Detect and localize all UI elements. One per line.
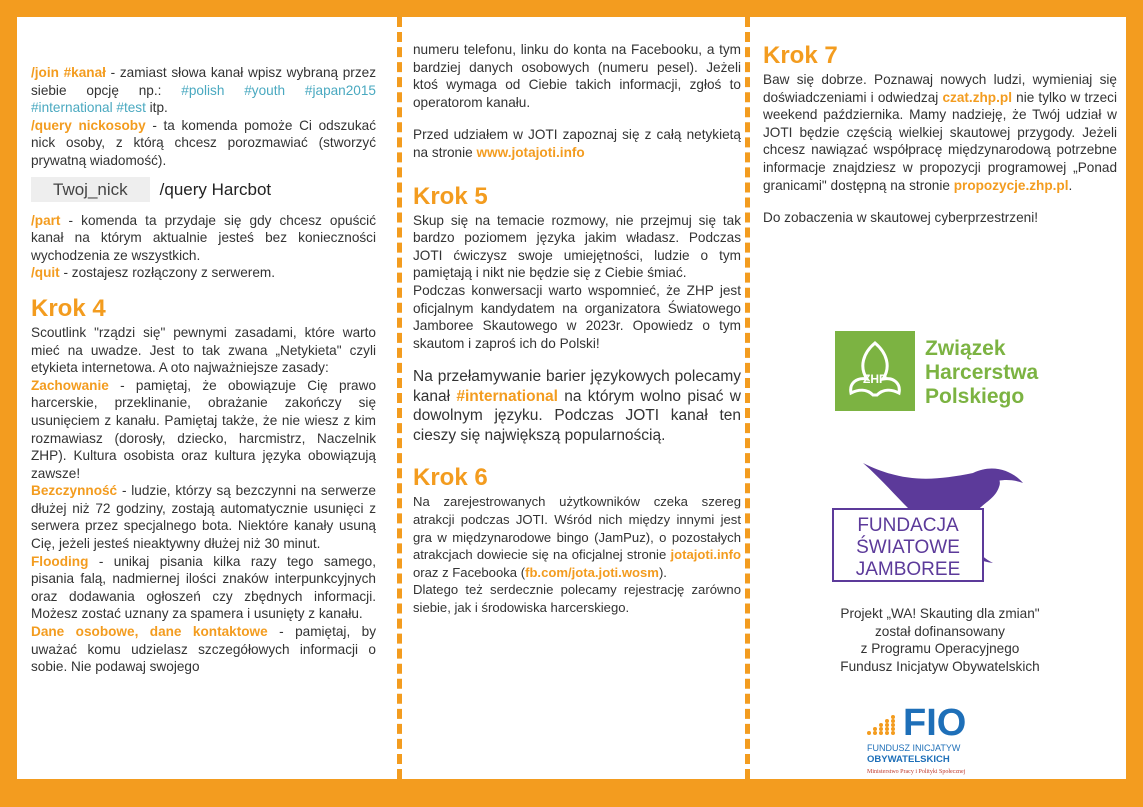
project-line-3: z Programu Operacyjnego	[860, 641, 1020, 657]
query-text: - ta komenda pomoże Ci odszukać nick osoby, z którą chcesz porozmawiać (stworzyć prywatną wiadomość).	[31, 117, 376, 168]
flooding-text: - unikaj pisania kilka razy tego samego, pisania falą, nadmiernej ilości znaków interpunkcyjnych oraz dodawania ogłoszeń czy zbędnych informacji. Możesz zostać uznany za spamera i usunięty z kanału.	[31, 553, 376, 622]
krok7-text-a: Baw się dobrze. Poznawaj nowych ludzi, wymieniaj się doświadczeniami i odwiedzaj	[763, 72, 1117, 105]
leaflet-sheet	[17, 17, 1126, 779]
krok5-text-2: Podczas konwersacji warto wspomnieć, że ZHP jest oficjalnym kandydatem na organizatora Światowego Jamboree Skautowego w 2023r. Opowiedz o tym skautom i zaproś ich do Polski!	[413, 282, 741, 351]
continued-text: numeru telefonu, linku do konta na Facebooku, a tym bardziej danych osobowych (numeru pesel). Jeżeli ktoś wymaga od Ciebie takich informacji, zgłoś to operatorom kanału.	[413, 42, 741, 110]
zachowanie-paragraph	[31, 377, 376, 483]
krok4-heading: Krok 4	[31, 294, 106, 322]
fio-title: FIO	[903, 702, 967, 744]
krok7-text-b: nie tylko w trzeci weekend października. Mamy nadzieję, że Twój udział w JOTI będzie częścią wielkiej skautowej przygody. Jeżeli chcesz nawiązać współpracę międzynarodową potrzebne informacje znajdziesz w propozycji programowej „Ponad granicami" dostępną na stronie	[763, 89, 1117, 193]
part-text: - komenda ta przydaje się gdy chcesz opuścić kanał na którym aktualnie jesteś bez konieczności wychodzenia ze wszystkich.	[31, 212, 376, 263]
dane-text: - pamiętaj, by uważać komu udzielasz szczegółowych informacji o sobie. Nie podawaj swojego	[31, 624, 377, 675]
join-examples: #polish #youth #japan2015 #international #test	[31, 82, 376, 116]
fsj-line-2: ŚWIATOWE	[856, 537, 960, 558]
part-paragraph	[31, 212, 376, 265]
krok5-heading: Krok 5	[413, 182, 488, 210]
zhp-line-2: Harcerstwa	[925, 361, 1039, 384]
svg-text:ZHP: ZHP	[863, 372, 887, 386]
propozycje-link[interactable]: propozycje.zhp.pl	[953, 177, 1069, 193]
krok6-text-c: ).	[658, 564, 667, 580]
fsj-line-3: JAMBOREE	[855, 559, 961, 580]
project-line-1: Projekt „WA! Skauting dla zmian"	[840, 606, 1040, 621]
bezczynnosc-label: Bezczynność	[31, 483, 118, 499]
join-command: /join #kanał	[31, 65, 106, 80]
join-paragraph	[31, 64, 376, 117]
krok7-text-c: .	[1068, 177, 1073, 193]
krok6-text-b: oraz z Facebooka (	[413, 564, 526, 580]
bezczynnosc-paragraph	[31, 482, 376, 552]
krok6-text-d: Dlatego też serdecznie polecamy rejestrację zarówno siebie, jak i środowiska harcerskiego.	[413, 582, 741, 615]
czat-link[interactable]: czat.zhp.pl	[942, 89, 1012, 105]
krok6-heading: Krok 6	[413, 464, 488, 492]
krok4-intro: Scoutlink "rządzi się" pewnymi zasadami, które warto mieć na uwadze. Jest to tak zwana „Netykieta" czyli etykieta internetowa. A oto najważniejsze zasady:	[31, 324, 376, 376]
fsj-line-1: FUNDACJA	[857, 515, 959, 536]
query-command: /query nickosoby	[31, 117, 146, 133]
flooding-paragraph	[31, 553, 376, 623]
column-divider	[745, 17, 750, 779]
facebook-link[interactable]: fb.com/jota.joti.wosm	[525, 564, 659, 580]
quit-paragraph	[31, 264, 376, 282]
krok6-text-a: Na zarejestrowanych użytkowników czeka szereg atrakcji podczas JOTI. Wśród nich między innymi jest gra w międzynarodowe bingo (JamPuz), o pozostałych atrakcjach dowiecie się na oficjalnej stronie	[413, 494, 741, 563]
column-2	[413, 41, 741, 779]
international-paragraph	[413, 367, 741, 445]
krok5-text-1: Skup się na temacie rozmowy, nie przejmuj się tak bardzo poziomem języka jakim władasz. Podczas JOTI ćwiczysz swoje umiejętności, ludzie o tym pamiętają i nikt nie będzie się z Ciebie śmiać.	[413, 212, 741, 281]
dane-paragraph	[31, 623, 376, 676]
project-info	[763, 605, 1117, 675]
query-paragraph	[31, 117, 376, 170]
quit-text: - zostajesz rozłączony z serwerem.	[59, 265, 275, 281]
column-1	[31, 64, 376, 779]
project-line-2: został dofinansowany	[875, 623, 1005, 639]
zachowanie-text: - pamiętaj, że obowiązuje Cię prawo harcerskie, przeklinanie, obrażanie zakończy się usunięciem z kanału. Pamiętaj także, że nie wiesz z kim rozmawiasz (dorosły, dziecko, harcmistrz, Naczelnik ZHP). Kultura osobista oraz kultura języka obowiązują zawsze!	[31, 377, 376, 481]
project-line-4: Fundusz Inicjatyw Obywatelskich	[840, 658, 1040, 674]
flooding-label: Flooding	[31, 553, 89, 569]
zhp-line-3: Polskiego	[925, 385, 1025, 408]
part-command: /part	[31, 212, 61, 228]
goodbye-text: Do zobaczenia w skautowej cyberprzestrzeni!	[763, 210, 1039, 226]
fio-logo	[863, 699, 1013, 779]
zhp-logo	[833, 323, 1053, 423]
international-text-a: Na przełamywanie barier językowych polecamy kanał	[413, 368, 741, 405]
irc-nick: Twoj_nick	[31, 177, 150, 203]
dane-label: Dane osobowe, dane kontaktowe	[31, 624, 268, 640]
krok7-paragraph	[763, 71, 1117, 194]
irc-input-example	[31, 176, 376, 204]
netykieta-paragraph	[413, 126, 741, 161]
join-text: - zamiast słowa kanał wpisz wybraną przez siebie opcję np.:	[31, 65, 376, 98]
fio-sub-1: FUNDUSZ INICJATYW	[867, 743, 961, 753]
bezczynnosc-text: - ludzie, którzy są bezczynni na serwerze dłużej niż 72 godziny, zostają automatycznie usunięci z serwera przez specjalnego bota. Niektóre kanały usuną Cię, jeżeli jesteś nieaktywny dłużej niż 30 minut.	[31, 483, 376, 552]
international-channel: #international	[456, 387, 558, 405]
column-3	[763, 43, 1117, 779]
zhp-line-1: Związek	[925, 337, 1006, 360]
zachowanie-label: Zachowanie	[31, 377, 109, 393]
jotajoti-info-link[interactable]: jotajoti.info	[670, 547, 741, 563]
join-end: itp.	[145, 100, 168, 116]
irc-query: /query Harcbot	[159, 179, 272, 199]
fio-sub-2: OBYWATELSKICH	[867, 754, 950, 765]
column-divider	[397, 17, 402, 779]
krok7-heading: Krok 7	[763, 42, 838, 69]
international-text-b: na którym wolno pisać w dowolnym języku. Podczas JOTI kanał ten cieszy się największą popularnością.	[413, 387, 741, 444]
fio-sub-3: Ministerstwo Pracy i Polityki Społecznej	[867, 769, 966, 775]
jotajoti-link[interactable]: www.jotajoti.info	[476, 144, 585, 160]
fsj-logo	[823, 443, 1063, 583]
netykieta-text: Przed udziałem w JOTI zapoznaj się z całą netykietą na stronie	[413, 127, 741, 160]
quit-command: /quit	[31, 265, 60, 281]
krok6-paragraph	[413, 493, 741, 581]
